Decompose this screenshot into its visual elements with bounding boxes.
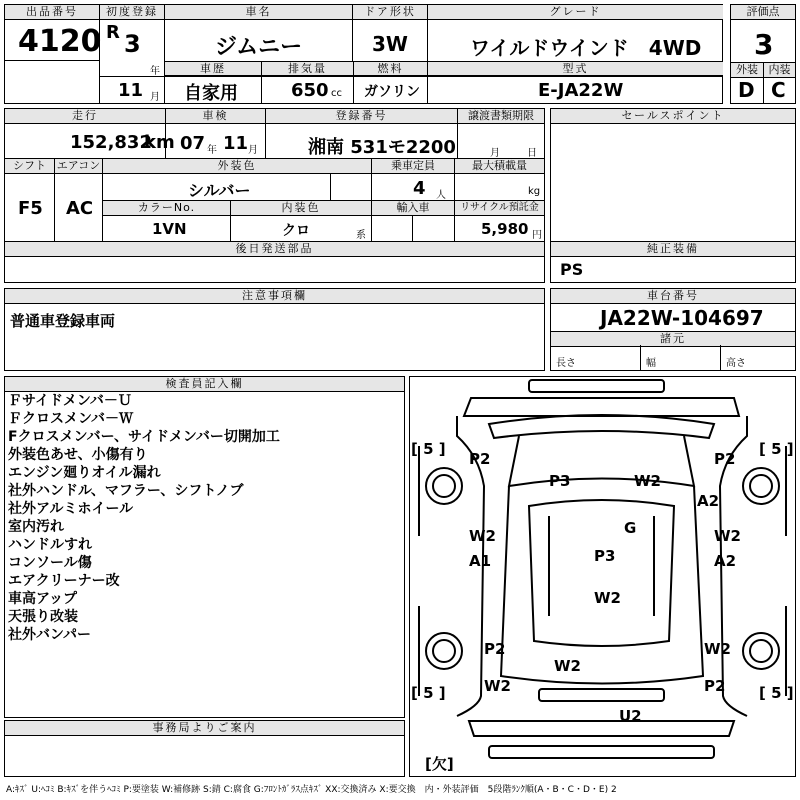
tire-score: [ 5 ]: [759, 440, 794, 458]
spec-length: 長さ: [556, 358, 576, 369]
damage-mark: G: [624, 519, 637, 537]
model-label: 型式: [428, 62, 723, 76]
plate-label: 登録番号: [266, 109, 457, 124]
lot-number: 4120: [18, 24, 102, 59]
inspector-line: Ｆクロスメンバ－Ｗ: [8, 411, 134, 427]
grade-label: グレード: [428, 5, 723, 20]
tire-score: [ 5 ]: [759, 684, 794, 702]
inspect-year-unit: 年: [207, 145, 217, 156]
colorno-label: カラーNo.: [103, 201, 230, 216]
model-code: E-JA22W: [538, 80, 624, 101]
inspector-line: エアクリーナー改: [8, 573, 120, 589]
notes-label: 注意事項欄: [5, 289, 544, 304]
inspector-line: 外装色あせ、小傷有り: [8, 447, 148, 463]
fuel: ガソリン: [364, 84, 420, 100]
colorno: 1VN: [152, 220, 187, 238]
inspector-line: ハンドルすれ: [8, 537, 92, 553]
fuel-label: 燃料: [354, 62, 427, 76]
damage-mark: W2: [634, 472, 661, 490]
color: シルバー: [188, 181, 251, 200]
inspector-line: 室内汚れ: [8, 519, 64, 535]
ac: AC: [66, 198, 94, 219]
history-label: 車歴: [165, 62, 261, 76]
inspect-year: 07: [180, 133, 206, 154]
inspector-line: Ｆサイドメンバ－Ｕ: [8, 393, 132, 409]
plate: 湘南 531モ2200: [308, 137, 456, 158]
door-type: 3W: [372, 32, 408, 56]
reg-month: 11: [118, 80, 144, 101]
mileage-label: 走行: [5, 109, 165, 124]
color-label: 外装色: [103, 159, 371, 174]
notes-text: 普通車登録車両: [10, 312, 116, 330]
damage-mark: P3: [549, 472, 571, 490]
load-unit: kg: [528, 186, 541, 197]
damage-mark: W2: [704, 640, 731, 658]
transfer-label: 譲渡書類期限: [458, 109, 544, 124]
capacity: 4: [413, 178, 426, 199]
reg-year: 3: [124, 30, 141, 58]
damage-mark: U2: [619, 707, 642, 725]
inspect-month-unit: 月: [248, 145, 258, 156]
recycle-unit: 円: [532, 230, 542, 241]
intcolor: クロ: [282, 223, 310, 239]
inspector-line: 社外アルミホイール: [8, 501, 134, 517]
tire-score: [ 5 ]: [411, 440, 446, 458]
damage-mark: W2: [714, 527, 741, 545]
inspector-label: 検査員記入欄: [5, 377, 404, 392]
damage-mark: P2: [714, 450, 736, 468]
name-label: 車名: [165, 5, 352, 20]
capacity-unit: 人: [436, 190, 446, 201]
damage-mark: W2: [594, 589, 621, 607]
spec-width: 幅: [646, 358, 656, 369]
disp-label: 排気量: [262, 62, 353, 76]
chassis-number: JA22W-104697: [600, 306, 764, 330]
transfer-month: 月: [490, 148, 500, 159]
reg-era: R: [106, 22, 120, 43]
inspector-notes: [0, 392, 405, 712]
damage-mark: A2: [697, 492, 720, 510]
shift-label: シフト: [5, 159, 54, 174]
office-label: 事務局よりご案内: [5, 721, 404, 736]
inspector-line: 天張り改装: [8, 609, 78, 625]
ext-label: 外装: [731, 63, 763, 78]
lot-label: 出品番号: [5, 5, 99, 20]
inspector-line: エンジン廻りオイル漏れ: [8, 465, 161, 481]
recycle: 5,980: [481, 220, 529, 238]
ac-label: エアコン: [56, 159, 101, 172]
inspector-line: 社外バンパー: [8, 627, 92, 643]
spec-height: 高さ: [726, 358, 746, 369]
tire-score: [ 5 ]: [411, 684, 446, 702]
info-box: [4, 108, 545, 242]
inspector-line: 社外ハンドル、マフラー、シフトノブ: [8, 483, 244, 499]
intcolor-unit: 系: [356, 230, 366, 241]
damage-mark: A2: [714, 552, 737, 570]
chassis-label: 車台番号: [551, 289, 795, 304]
import-label: 輸入車: [372, 201, 454, 216]
ext-grade: D: [738, 78, 755, 102]
damage-mark: W2: [484, 677, 511, 695]
car-diagram: [409, 376, 796, 777]
damage-mark: W2: [469, 527, 496, 545]
recycle-label: リサイクル預託金: [455, 201, 544, 216]
grade: ワイルドウインド 4WD: [470, 36, 702, 60]
damage-mark: P2: [704, 677, 726, 695]
shift: F5: [18, 198, 43, 219]
history: 自家用: [184, 83, 238, 104]
genuine: PS: [560, 260, 584, 279]
inspect-month: 11: [223, 133, 249, 154]
score-label: 評価点: [731, 5, 795, 20]
inspector-line: Fクロスメンバー、サイドメンバー切開加工: [8, 429, 280, 445]
damage-mark: P2: [484, 640, 506, 658]
sales-label: セールスポイント: [551, 109, 795, 124]
missing-mark: [欠]: [425, 755, 454, 773]
damage-mark: W2: [554, 657, 581, 675]
mileage: 152,832: [70, 132, 152, 153]
inspector-line: 車高アップ: [8, 591, 78, 607]
score: 3: [754, 28, 774, 61]
mileage-unit: km: [144, 132, 175, 153]
genuine-label: 純正装備: [551, 242, 795, 257]
parts-label: 後日発送部品: [5, 242, 544, 257]
reg-year-unit: 年: [150, 66, 160, 77]
inspect-label: 車検: [166, 109, 265, 124]
int-grade: C: [771, 78, 786, 102]
damage-mark: P3: [594, 547, 616, 565]
reg-label: 初度登録: [100, 5, 164, 20]
load-label: 最大積載量: [455, 159, 544, 174]
transfer-day: 日: [527, 148, 537, 159]
spec-label: 諸元: [551, 332, 795, 347]
reg-month-unit: 月: [150, 92, 160, 103]
damage-mark: P2: [469, 450, 491, 468]
damage-mark: A1: [469, 552, 492, 570]
int-label: 内装: [764, 63, 795, 78]
disp-unit: cc: [331, 88, 342, 99]
intcolor-label: 内装色: [231, 201, 371, 216]
capacity-label: 乗車定員: [372, 159, 454, 174]
inspector-line: コンソール傷: [8, 555, 92, 571]
door-label: ドア形状: [353, 5, 427, 20]
car-name: ジムニー: [215, 35, 303, 60]
legend: A:ｷｽﾞ U:ﾍｺﾐ B:ｷｽﾞを伴うﾍｺﾐ P:要塗装 W:補修跡 S:錆 C:腐食 G:ﾌﾛﾝﾄｶﾞﾗｽ点ｷｽﾞ XX:交換済み X:要交換 内・外装評価 5段階ﾗﾝｸ順(A・B・C・D・E) 2: [6, 785, 617, 795]
displacement: 650: [291, 80, 329, 101]
